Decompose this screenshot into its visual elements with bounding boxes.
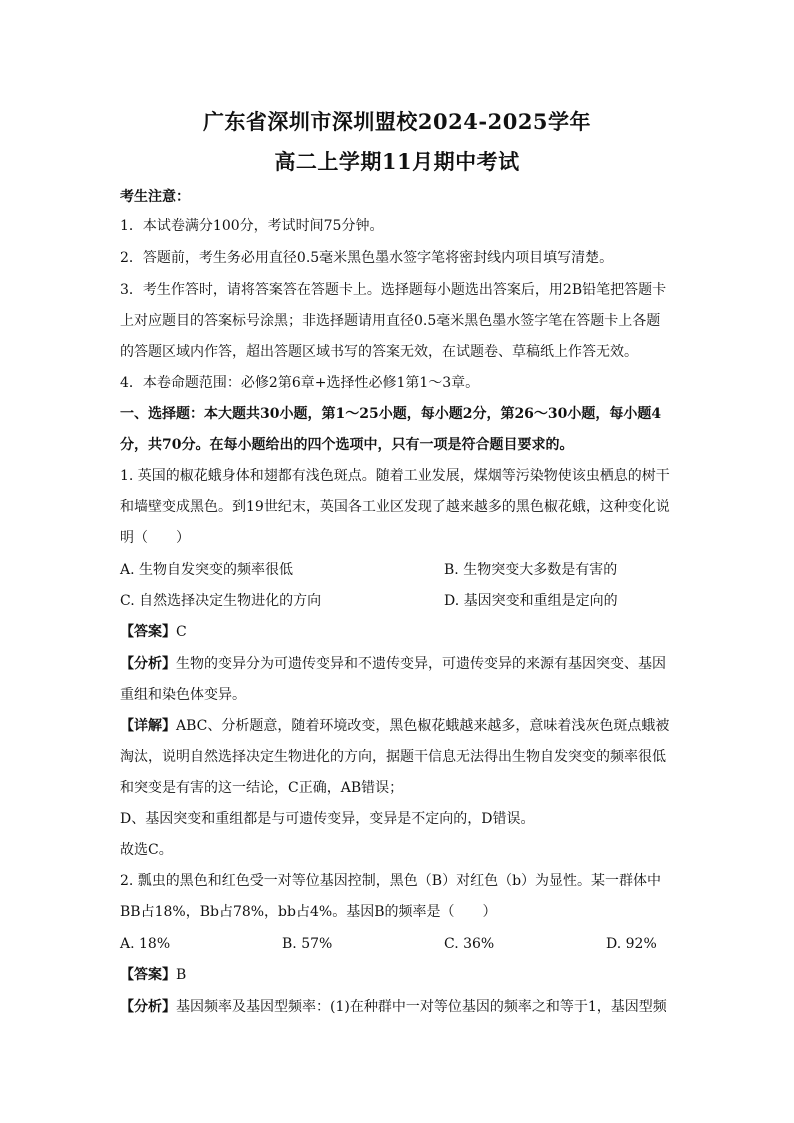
question-2-stem-line2: BB占18%，Bb占78%，bb占4%。基因B的频率是（ ） bbox=[120, 904, 497, 920]
question-2-analysis-line1 bbox=[120, 997, 680, 1017]
question-2-answer bbox=[120, 965, 680, 985]
question-1-answer bbox=[120, 622, 680, 642]
exam-title-line1: 广东省深圳市深圳盟校2024-2025学年 bbox=[202, 109, 592, 134]
question-1-stem-line3: 明（ ） bbox=[120, 530, 190, 546]
question-1-option-d: D. 基因突变和重组是定向的 bbox=[444, 593, 618, 609]
question-1-detail-line3: 和突变是有害的这一结论，C正确，AB错误； bbox=[120, 780, 404, 796]
question-2-stem-line1: 2. 瓢虫的黑色和红色受一对等位基因控制，黑色（B）对红色（b）为显性。某一群体中 bbox=[120, 873, 662, 889]
notice-heading: 考生注意： bbox=[120, 189, 190, 205]
notice-item-3-line1: 3．考生作答时，请将答案答在答题卡上。选择题每小题选出答案后，用2B铅笔把答题卡 bbox=[120, 282, 667, 298]
question-1-analysis-line2: 重组和染色体变异。 bbox=[120, 687, 246, 703]
answer-value: C bbox=[176, 624, 187, 640]
notice-item-3-line3: 的答题区域内作答，超出答题区域书写的答案无效，在试题卷、草稿纸上作答无效。 bbox=[120, 344, 638, 360]
notice-item-4: 4．本卷命题范围：必修2第6章+选择性必修1第1～3章。 bbox=[120, 375, 480, 391]
question-2-option-b: B. 57% bbox=[282, 936, 333, 952]
exam-title-line2: 高二上学期11月期中考试 bbox=[274, 149, 520, 174]
section-heading-line1: 一、选择题：本大题共30小题，第1～25小题，每小题2分，第26～30小题，每小题4 bbox=[120, 406, 662, 422]
section-heading-line2: 分，共70分。在每小题给出的四个选项中，只有一项是符合题目要求的。 bbox=[120, 437, 574, 453]
question-1-stem-line1: 1. 英国的椒花蛾身体和翅都有浅色斑点。随着工业发展，煤烟等污染物使该虫栖息的树干 bbox=[120, 468, 670, 484]
analysis-label: 【分析】 bbox=[120, 656, 176, 672]
detail-text: ABC、分析题意，随着环境改变，黑色椒花蛾越来越多，意味着浅灰色斑点蛾被 bbox=[176, 718, 670, 734]
detail-label: 【详解】 bbox=[120, 718, 176, 734]
notice-item-3-line2: 上对应题目的答案标号涂黑；非选择题请用直径0.5毫米黑色墨水签字笔在答题卡上各题 bbox=[120, 313, 661, 329]
question-1-detail-line2: 淘汰，说明自然选择决定生物进化的方向，据题干信息无法得出生物自发突变的频率很低 bbox=[120, 749, 666, 765]
question-2-option-d: D. 92% bbox=[606, 936, 657, 952]
analysis-label: 【分析】 bbox=[120, 999, 176, 1015]
answer-label: 【答案】 bbox=[120, 967, 176, 983]
notice-item-2: 2．答题前，考生务必用直径0.5毫米黑色墨水签字笔将密封线内项目填写清楚。 bbox=[120, 250, 614, 266]
question-1-detail-line4: D、基因突变和重组都是与可遗传变异，变异是不定向的，D错误。 bbox=[120, 811, 535, 827]
question-1-option-a: A. 生物自发突变的频率很低 bbox=[120, 562, 294, 578]
question-2-option-c: C. 36% bbox=[444, 936, 495, 952]
answer-label: 【答案】 bbox=[120, 624, 176, 640]
analysis-text: 基因频率及基因型频率：(1)在种群中一对等位基因的频率之和等于1，基因型频 bbox=[176, 999, 667, 1015]
question-1-option-b: B. 生物突变大多数是有害的 bbox=[444, 562, 618, 578]
question-1-analysis-line1 bbox=[120, 654, 680, 674]
question-1-stem-line2: 和墙壁变成黑色。到19世纪末，英国各工业区发现了越来越多的黑色椒花蛾，这种变化说 bbox=[120, 499, 670, 515]
notice-item-1: 1．本试卷满分100分，考试时间75分钟。 bbox=[120, 218, 384, 234]
question-1-conclusion: 故选C。 bbox=[120, 842, 173, 858]
answer-value: B bbox=[176, 967, 187, 983]
question-1-detail-line1 bbox=[120, 716, 680, 736]
question-1-option-c: C. 自然选择决定生物进化的方向 bbox=[120, 593, 322, 609]
analysis-text: 生物的变异分为可遗传变异和不遗传变异，可遗传变异的来源有基因突变、基因 bbox=[176, 656, 666, 672]
question-2-option-a: A. 18% bbox=[120, 936, 171, 952]
